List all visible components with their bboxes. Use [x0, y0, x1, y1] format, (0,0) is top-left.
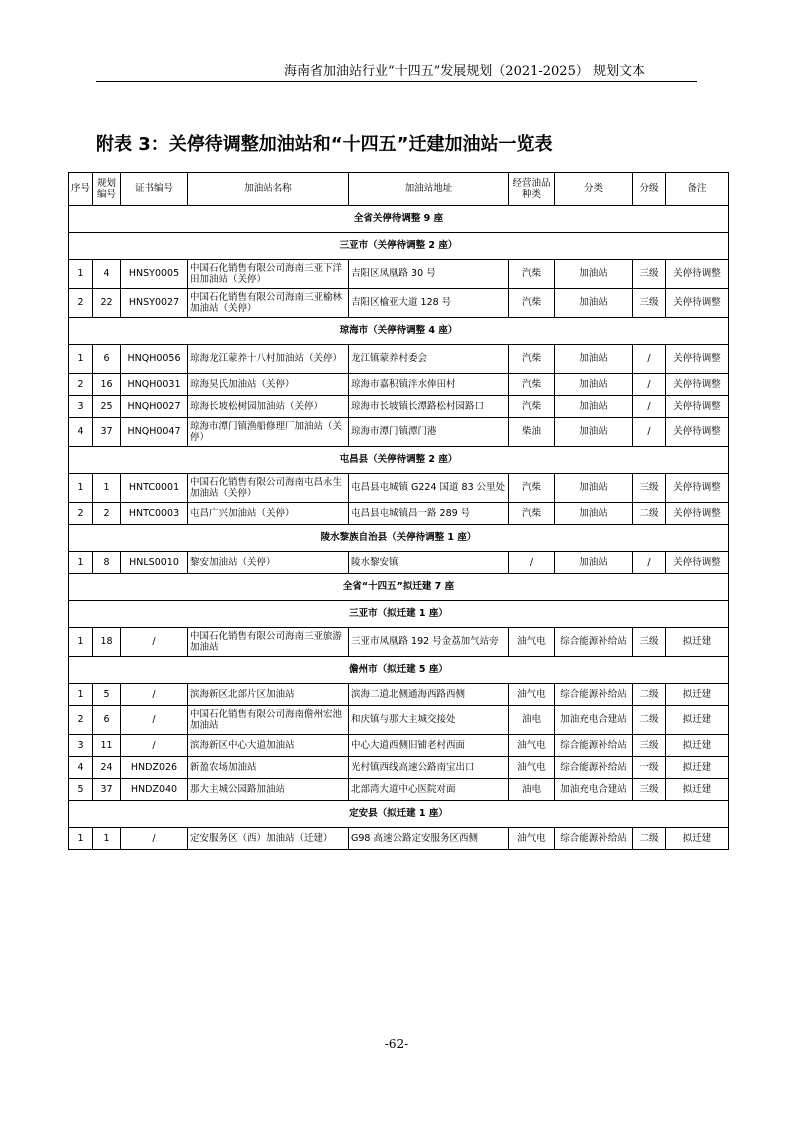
table-cell: 滨海二道北侧通海西路西侧	[349, 684, 509, 706]
table-row	[69, 260, 729, 289]
table-cell: 琼海市潭门镇潭门港	[349, 418, 509, 447]
col-header: 序号	[69, 173, 93, 206]
table-cell: 油气电	[509, 828, 555, 850]
table-cell: 那大主城公园路加油站	[188, 779, 349, 801]
table-cell: 关停待调整	[666, 345, 729, 374]
table-cell: 屯昌县屯城镇 G224 国道 83 公里处	[349, 474, 509, 503]
table-cell: 2	[69, 374, 93, 396]
table-cell: HNQH0031	[121, 374, 188, 396]
table-row	[69, 503, 729, 525]
table-cell: 中国石化销售有限公司海南三亚榆林加油站（关停）	[188, 289, 349, 318]
table-cell: 1	[69, 828, 93, 850]
table-cell: 拟迁建	[666, 735, 729, 757]
table-row	[69, 735, 729, 757]
col-header: 经营油品种类	[509, 173, 555, 206]
table-cell: 拟迁建	[666, 828, 729, 850]
station-table	[68, 172, 729, 850]
table-cell: /	[121, 628, 188, 657]
table-cell: 1	[93, 828, 121, 850]
table-cell: 油电	[509, 779, 555, 801]
table-cell: 汽柴	[509, 289, 555, 318]
table-cell: 4	[93, 260, 121, 289]
section-heading: 三亚市（关停待调整 2 座）	[69, 233, 729, 260]
table-cell: /	[509, 552, 555, 574]
table-row	[69, 684, 729, 706]
table-cell: 22	[93, 289, 121, 318]
col-header: 分类	[555, 173, 633, 206]
page-number: -62-	[384, 1037, 409, 1051]
table-cell: 5	[69, 779, 93, 801]
table-cell: /	[121, 735, 188, 757]
table-cell: HNDZ040	[121, 779, 188, 801]
table-cell: 新盈农场加油站	[188, 757, 349, 779]
table-cell: /	[633, 345, 666, 374]
table-row	[69, 706, 729, 735]
table-cell: 关停待调整	[666, 289, 729, 318]
table-cell: 1	[69, 474, 93, 503]
section-row	[69, 574, 729, 601]
table-row	[69, 779, 729, 801]
table-cell: 加油站	[555, 503, 633, 525]
table-cell: 加油站	[555, 260, 633, 289]
table-cell: 中国石化销售有限公司海南三亚下洋田加油站（关停）	[188, 260, 349, 289]
table-cell: 加油充电合建站	[555, 779, 633, 801]
table-cell: 加油站	[555, 396, 633, 418]
table-cell: 2	[69, 503, 93, 525]
table-container	[68, 172, 728, 850]
table-cell: 三级	[633, 735, 666, 757]
table-cell: /	[633, 418, 666, 447]
table-cell: 关停待调整	[666, 374, 729, 396]
table-cell: 1	[69, 345, 93, 374]
table-cell: 滨海新区北部片区加油站	[188, 684, 349, 706]
table-cell: 16	[93, 374, 121, 396]
table-cell: 汽柴	[509, 345, 555, 374]
section-row	[69, 657, 729, 684]
table-cell: HNLS0010	[121, 552, 188, 574]
table-cell: HNQH0047	[121, 418, 188, 447]
table-cell: 定安服务区（西）加油站（迁建）	[188, 828, 349, 850]
table-cell: 柴油	[509, 418, 555, 447]
table-cell: 琼海市长坡镇长潭路松村园路口	[349, 396, 509, 418]
table-cell: 加油站	[555, 374, 633, 396]
table-cell: 中国石化销售有限公司海南三亚旅游加油站	[188, 628, 349, 657]
table-cell: 2	[69, 289, 93, 318]
table-cell: 三亚市凤凰路 192 号金荔加气站旁	[349, 628, 509, 657]
table-cell: 关停待调整	[666, 552, 729, 574]
table-cell: 油气电	[509, 757, 555, 779]
table-cell: 北部湾大道中心医院对面	[349, 779, 509, 801]
table-cell: 拟迁建	[666, 757, 729, 779]
table-cell: 综合能源补给站	[555, 757, 633, 779]
table-row	[69, 289, 729, 318]
section-row	[69, 525, 729, 552]
table-cell: 汽柴	[509, 260, 555, 289]
table-cell: 三级	[633, 628, 666, 657]
table-cell: 加油站	[555, 345, 633, 374]
table-row	[69, 828, 729, 850]
table-cell: HNSY0027	[121, 289, 188, 318]
section-heading: 全省“十四五”拟迁建 7 座	[69, 574, 729, 601]
table-cell: 关停待调整	[666, 474, 729, 503]
table-cell: HNQH0027	[121, 396, 188, 418]
table-cell: 龙江镇蒙养村委会	[349, 345, 509, 374]
table-cell: 18	[93, 628, 121, 657]
table-cell: 加油站	[555, 474, 633, 503]
section-row	[69, 206, 729, 233]
col-header: 规划编号	[93, 173, 121, 206]
table-cell: /	[633, 374, 666, 396]
table-cell: 综合能源补给站	[555, 828, 633, 850]
table-cell: 2	[69, 706, 93, 735]
section-row	[69, 318, 729, 345]
table-cell: 中国石化销售有限公司海南屯昌永生加油站（关停）	[188, 474, 349, 503]
table-cell: 琼海长坡松树园加油站（关停）	[188, 396, 349, 418]
table-row	[69, 552, 729, 574]
table-cell: 三级	[633, 289, 666, 318]
table-body	[69, 206, 729, 850]
page-header: 海南省加油站行业“十四五”发展规划（2021-2025） 规划文本	[284, 64, 645, 79]
section-heading: 全省关停待调整 9 座	[69, 206, 729, 233]
table-cell: 24	[93, 757, 121, 779]
table-cell: 和庆镇与那大主城交接处	[349, 706, 509, 735]
table-cell: 滨海新区中心大道加油站	[188, 735, 349, 757]
table-cell: 陵水黎安镇	[349, 552, 509, 574]
table-cell: 琼海市嘉积镇泮水俸田村	[349, 374, 509, 396]
table-cell: 吉阳区凤凰路 30 号	[349, 260, 509, 289]
table-cell: 汽柴	[509, 374, 555, 396]
table-header-row	[69, 173, 729, 206]
table-cell: 25	[93, 396, 121, 418]
col-header: 备注	[666, 173, 729, 206]
table-cell: 油气电	[509, 628, 555, 657]
table-cell: 4	[69, 418, 93, 447]
table-cell: 油电	[509, 706, 555, 735]
table-cell: G98 高速公路定安服务区西侧	[349, 828, 509, 850]
table-cell: 三级	[633, 474, 666, 503]
table-cell: 1	[69, 628, 93, 657]
table-cell: 三级	[633, 260, 666, 289]
table-row	[69, 396, 729, 418]
section-row	[69, 233, 729, 260]
section-heading: 屯昌县（关停待调整 2 座）	[69, 447, 729, 474]
table-cell: 加油站	[555, 289, 633, 318]
table-cell: 综合能源补给站	[555, 735, 633, 757]
table-cell: 1	[69, 260, 93, 289]
table-cell: 一级	[633, 757, 666, 779]
table-cell: 油气电	[509, 684, 555, 706]
table-cell: 加油充电合建站	[555, 706, 633, 735]
document-title: 附表 3：关停待调整加油站和“十四五”迁建加油站一览表	[96, 134, 553, 155]
table-cell: HNQH0056	[121, 345, 188, 374]
table-cell: 加油站	[555, 418, 633, 447]
table-cell: HNTC0001	[121, 474, 188, 503]
table-cell: 拟迁建	[666, 706, 729, 735]
table-cell: 琼海昊氏加油站（关停）	[188, 374, 349, 396]
table-cell: 关停待调整	[666, 503, 729, 525]
table-cell: 关停待调整	[666, 260, 729, 289]
col-header: 证书编号	[121, 173, 188, 206]
table-cell: HNSY0005	[121, 260, 188, 289]
table-cell: 汽柴	[509, 396, 555, 418]
table-row	[69, 757, 729, 779]
table-cell: 8	[93, 552, 121, 574]
table-cell: /	[633, 396, 666, 418]
table-cell: 关停待调整	[666, 396, 729, 418]
table-cell: 37	[93, 418, 121, 447]
table-cell: 关停待调整	[666, 418, 729, 447]
section-heading: 定安县（拟迁建 1 座）	[69, 801, 729, 828]
col-header: 加油站地址	[349, 173, 509, 206]
table-cell: 油气电	[509, 735, 555, 757]
table-cell: 3	[69, 396, 93, 418]
table-cell: 1	[69, 684, 93, 706]
table-cell: 3	[69, 735, 93, 757]
section-heading: 陵水黎族自治县（关停待调整 1 座）	[69, 525, 729, 552]
table-cell: 11	[93, 735, 121, 757]
table-cell: 37	[93, 779, 121, 801]
table-cell: 二级	[633, 503, 666, 525]
col-header: 分级	[633, 173, 666, 206]
header-rule	[96, 81, 697, 82]
table-cell: /	[121, 706, 188, 735]
section-heading: 琼海市（关停待调整 4 座）	[69, 318, 729, 345]
table-cell: 三级	[633, 779, 666, 801]
table-row	[69, 474, 729, 503]
section-heading: 儋州市（拟迁建 5 座）	[69, 657, 729, 684]
table-cell: 1	[93, 474, 121, 503]
table-cell: 中心大道西侧旧铺老村西面	[349, 735, 509, 757]
table-cell: 琼海市潭门镇渔船修理厂加油站（关停）	[188, 418, 349, 447]
section-row	[69, 801, 729, 828]
table-cell: 5	[93, 684, 121, 706]
table-cell: /	[633, 552, 666, 574]
table-cell: 琼海龙江蒙养十八村加油站（关停）	[188, 345, 349, 374]
table-cell: 黎安加油站（关停）	[188, 552, 349, 574]
table-cell: 光村镇西线高速公路南宝出口	[349, 757, 509, 779]
table-cell: HNDZ026	[121, 757, 188, 779]
table-cell: HNTC0003	[121, 503, 188, 525]
table-cell: 汽柴	[509, 503, 555, 525]
table-cell: 吉阳区榆亚大道 128 号	[349, 289, 509, 318]
table-cell: 加油站	[555, 552, 633, 574]
table-row	[69, 418, 729, 447]
table-cell: /	[121, 684, 188, 706]
table-cell: 拟迁建	[666, 684, 729, 706]
table-cell: 二级	[633, 828, 666, 850]
table-cell: 4	[69, 757, 93, 779]
table-row	[69, 628, 729, 657]
table-row	[69, 374, 729, 396]
section-heading: 三亚市（拟迁建 1 座）	[69, 601, 729, 628]
table-cell: 拟迁建	[666, 779, 729, 801]
table-cell: 6	[93, 706, 121, 735]
table-row	[69, 345, 729, 374]
table-cell: 二级	[633, 684, 666, 706]
section-row	[69, 447, 729, 474]
table-cell: 屯昌广兴加油站（关停）	[188, 503, 349, 525]
table-cell: 2	[93, 503, 121, 525]
col-header: 加油站名称	[188, 173, 349, 206]
table-cell: /	[121, 828, 188, 850]
table-cell: 6	[93, 345, 121, 374]
section-row	[69, 601, 729, 628]
table-cell: 二级	[633, 706, 666, 735]
table-cell: 综合能源补给站	[555, 684, 633, 706]
table-cell: 汽柴	[509, 474, 555, 503]
table-cell: 中国石化销售有限公司海南儋州宏池加油站	[188, 706, 349, 735]
table-cell: 拟迁建	[666, 628, 729, 657]
table-cell: 1	[69, 552, 93, 574]
table-cell: 屯昌县屯城镇昌一路 289 号	[349, 503, 509, 525]
table-cell: 综合能源补给站	[555, 628, 633, 657]
